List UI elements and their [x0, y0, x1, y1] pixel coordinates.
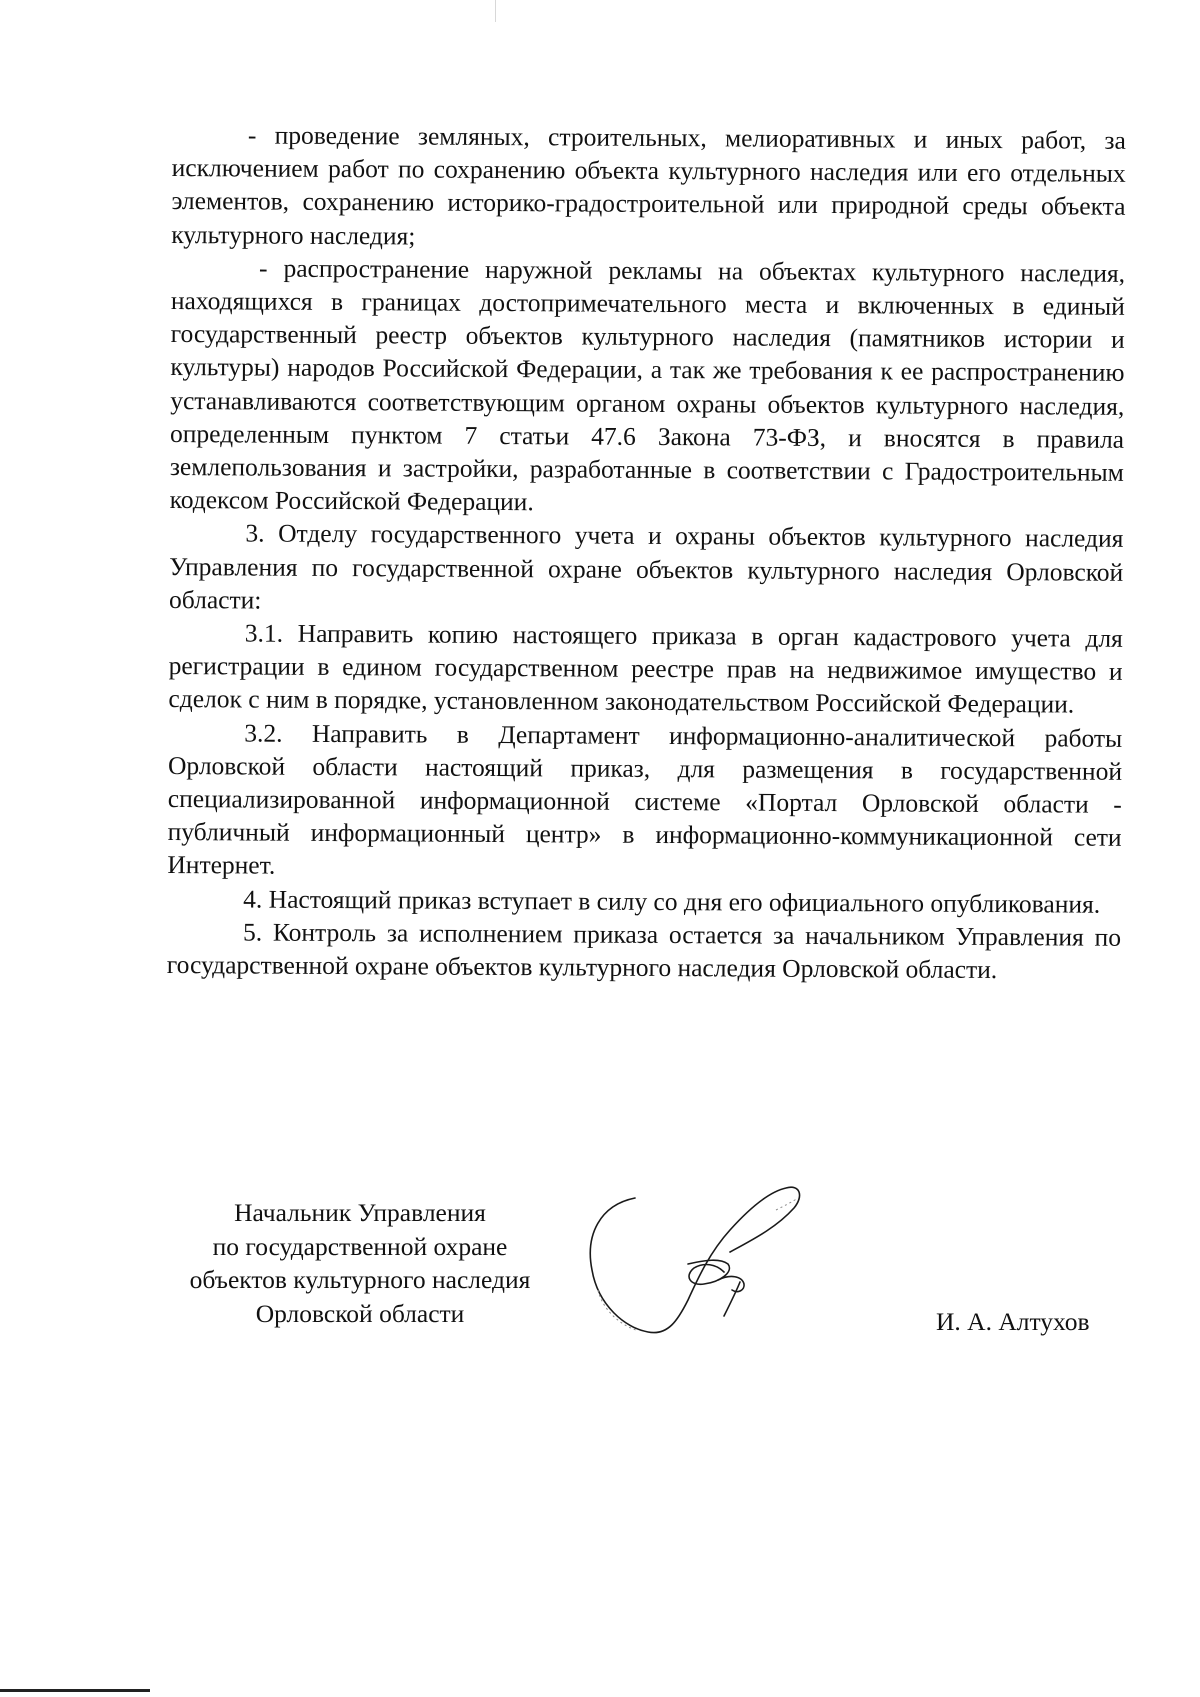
signatory-title-line: по государственной охране: [212, 1231, 508, 1261]
signatory-name: И. А. Алтухов: [936, 1307, 1090, 1336]
paragraph-advertising: - распространение наружной рекламы на объектах культурного наследия, находящихся в границах достопримечательного места и включенных в единый государственный реестр объектов культурного наследия (памятников истории и культуры) народов Российской Федерации, а так же требования к ее распространению устанавливаются соответствующим органом охраны объектов культурного наследия, определенным пунктом 7 статьи 47.6 Закона 73-ФЗ, и вносятся в правила землепользования и застройки, разработанные в соответствии с Градостроительным кодексом Российской Федерации.: [169, 253, 1126, 517]
paragraph-item-5: 5. Контроль за исполнением приказа остается за начальником Управления по государственной охране объектов культурного наследия Орловской области.: [166, 917, 1122, 985]
document-body: [167, 118, 1126, 987]
paragraph-item-3-2: 3.2. Направить в Департамент информационно-аналитической работы Орловской области настоящий приказ, для размещения в государственной специализированной информационной системе «Портал Орловской области - публичный информационный центр» в информационно-коммуникационной сети Интернет.: [167, 718, 1123, 881]
paragraph-item-4: 4. Настоящий приказ вступает в силу со дня его официального опубликования.: [243, 884, 1101, 919]
scan-mark: [495, 0, 496, 22]
signatory-title: [150, 1196, 570, 1330]
signatory-title-line: объектов культурного наследия: [189, 1265, 531, 1294]
paragraph-item-3-1: 3.1. Направить копию настоящего приказа в орган кадастрового учета для регистрации в едином государственном реестре прав на недвижимое имущество и сделок с ним в порядке, установленном законодательством Российской Федерации.: [168, 618, 1123, 719]
signatory-title-line: Орловской области: [255, 1298, 465, 1328]
signatory-title-line: Начальник Управления: [234, 1198, 486, 1227]
handwritten-signature: [580, 1180, 850, 1350]
paragraph-item-3: 3. Отделу государственного учета и охраны объектов культурного наследия Управления по государственной охране объектов культурного наследия Орловской области:: [168, 518, 1124, 615]
paragraph-earthworks: - проведение земляных, строительных, мелиоративных и иных работ, за исключением работ по сохранению объекта культурного наследия или его отдельных элементов, сохранению историко-градостроительной или природной среды объекта культурного наследия;: [171, 120, 1126, 251]
scan-edge-line: [0, 1689, 150, 1692]
